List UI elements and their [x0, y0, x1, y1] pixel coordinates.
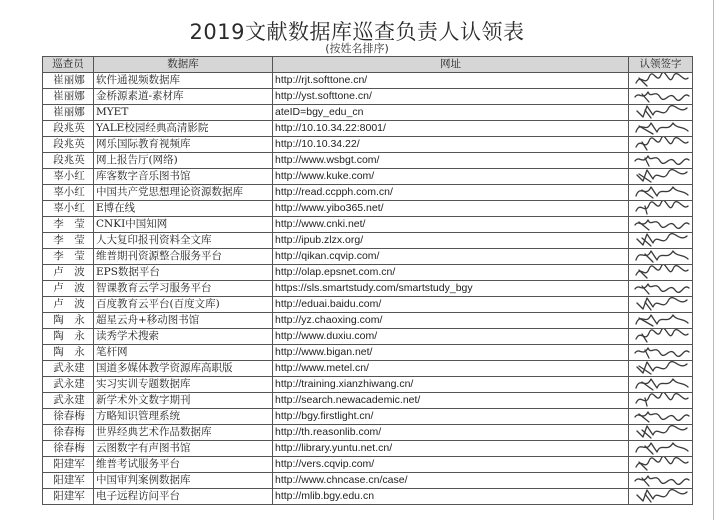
database-cell: 读秀学术搜索 [94, 329, 273, 345]
table-row [43, 89, 693, 105]
inspector-cell: 段兆英 [43, 153, 94, 169]
inspector-cell: 李 莹 [43, 217, 94, 233]
signature-cell [629, 201, 693, 217]
signature-stroke [637, 234, 687, 245]
signature-cell [629, 457, 693, 473]
database-cell: 新学术外文数字期刊 [94, 393, 273, 409]
signature-stroke [636, 137, 688, 148]
signature-stroke [639, 462, 647, 470]
table-row [43, 137, 693, 153]
database-cell: 方略知识管理系统 [94, 409, 273, 425]
url-cell: http://www.chncase.cn/case/ [273, 473, 629, 489]
url-cell: http://rjt.softtone.cn/ [273, 73, 629, 89]
signature-cell [629, 329, 693, 345]
inspector-cell: 段兆英 [43, 121, 94, 137]
signature-stroke [639, 270, 647, 278]
handwritten-signature [633, 89, 691, 105]
signature-stroke [635, 220, 689, 228]
handwritten-signature [633, 473, 691, 489]
document-subtitle: (按姓名排序) [325, 42, 389, 55]
handwritten-signature [633, 201, 691, 217]
table-row [43, 105, 693, 121]
database-cell: 中国审判案例数据库 [94, 473, 273, 489]
signature-cell [629, 393, 693, 409]
database-cell: 网乐国际教育视频库 [94, 137, 273, 153]
url-cell: http://10.10.34.22/ [273, 137, 629, 153]
database-cell: 软件通视频数据库 [94, 73, 273, 89]
table-row [43, 153, 693, 169]
signature-stroke [639, 366, 651, 374]
inspector-cell: 徐春梅 [43, 409, 94, 425]
url-cell: http://library.yuntu.net.cn/ [273, 441, 629, 457]
signature-stroke [639, 318, 653, 326]
handwritten-signature [633, 297, 691, 313]
inspector-cell: 阳建军 [43, 473, 94, 489]
signature-cell [629, 313, 693, 329]
database-cell: 电子远程访问平台 [94, 489, 273, 505]
signature-cell [629, 377, 693, 393]
url-cell: http://olap.epsnet.com.cn/ [273, 265, 629, 281]
table-row [43, 281, 693, 297]
signature-cell [629, 409, 693, 425]
database-cell: E博在线 [94, 201, 273, 217]
inspector-cell: 崔丽娜 [43, 89, 94, 105]
header-signature: 认领签字 [629, 57, 693, 73]
signature-stroke [636, 443, 688, 452]
inspector-cell: 武永建 [43, 377, 94, 393]
signature-stroke [639, 126, 653, 134]
signature-stroke [642, 478, 649, 486]
table-row [43, 297, 693, 313]
database-cell: 维普考试服务平台 [94, 457, 273, 473]
handwritten-signature [633, 457, 691, 473]
signature-cell [629, 185, 693, 201]
signature-stroke [636, 201, 688, 212]
signature-cell [629, 233, 693, 249]
signature-stroke [645, 446, 653, 454]
table-row [43, 233, 693, 249]
signature-stroke [636, 123, 688, 132]
signature-stroke [642, 382, 653, 390]
signature-stroke [645, 158, 649, 166]
signature-stroke [636, 457, 688, 468]
inspector-cell: 卢 波 [43, 265, 94, 281]
inspector-cell: 李 莹 [43, 233, 94, 249]
handwritten-signature [633, 393, 691, 409]
signature-cell [629, 281, 693, 297]
url-cell: http://yz.chaoxing.com/ [273, 313, 629, 329]
inspector-cell: 辜小红 [43, 201, 94, 217]
signature-stroke [636, 379, 688, 388]
signature-cell [629, 137, 693, 153]
database-cell: 智课教育云学习服务平台 [94, 281, 273, 297]
handwritten-signature [633, 105, 691, 121]
handwritten-signature [633, 137, 691, 153]
signature-stroke [639, 414, 649, 422]
url-cell: http://www.yibo365.net/ [273, 201, 629, 217]
database-cell: 超星云舟+移动图书馆 [94, 313, 273, 329]
handwritten-signature [633, 361, 691, 377]
signature-stroke [637, 298, 687, 309]
handwritten-signature [633, 409, 691, 425]
signature-stroke [635, 156, 689, 164]
inspection-table [42, 56, 693, 505]
signature-cell [629, 73, 693, 89]
header-inspector: 巡查员 [43, 57, 94, 73]
signature-stroke [639, 78, 647, 86]
inspector-cell: 崔丽娜 [43, 105, 94, 121]
database-cell: 国道多媒体教学资源库高职版 [94, 361, 273, 377]
database-cell: 云图数字有声图书馆 [94, 441, 273, 457]
signature-stroke [636, 187, 688, 196]
signature-stroke [639, 174, 651, 182]
signature-cell [629, 345, 693, 361]
table-row [43, 217, 693, 233]
database-cell: 笔杆网 [94, 345, 273, 361]
table-body [43, 73, 693, 505]
table-row [43, 329, 693, 345]
inspector-cell: 徐春梅 [43, 441, 94, 457]
database-cell: 实习实训专题数据库 [94, 377, 273, 393]
url-cell: http://www.metel.cn/ [273, 361, 629, 377]
url-cell: http://ipub.zlzx.org/ [273, 233, 629, 249]
table-row [43, 489, 693, 505]
signature-stroke [636, 393, 688, 404]
table-row [43, 393, 693, 409]
table-row [43, 441, 693, 457]
inspector-cell: 阳建军 [43, 457, 94, 473]
handwritten-signature [633, 217, 691, 233]
inspector-cell: 徐春梅 [43, 425, 94, 441]
signature-cell [629, 169, 693, 185]
signature-cell [629, 297, 693, 313]
signature-stroke [642, 190, 653, 198]
signature-stroke [637, 106, 687, 117]
url-cell: http://yst.softtone.cn/ [273, 89, 629, 105]
handwritten-signature [633, 249, 691, 265]
url-cell: http://www.bigan.net/ [273, 345, 629, 361]
signature-stroke [645, 110, 651, 118]
url-cell: http://www.kuke.com/ [273, 169, 629, 185]
inspector-cell: 武永建 [43, 393, 94, 409]
url-cell: http://bgy.firstlight.cn/ [273, 409, 629, 425]
inspector-cell: 辜小红 [43, 185, 94, 201]
handwritten-signature [633, 73, 691, 89]
signature-stroke [645, 254, 653, 262]
signature-stroke [635, 348, 689, 356]
signature-stroke [635, 476, 689, 484]
table-row [43, 457, 693, 473]
url-cell: https://sls.smartstudy.com/smartstudy_bgy [273, 281, 629, 297]
url-cell: http://training.xianzhiwang.cn/ [273, 377, 629, 393]
table-row [43, 185, 693, 201]
signature-stroke [636, 265, 688, 276]
inspector-cell: 阳建军 [43, 489, 94, 505]
table-row [43, 313, 693, 329]
url-cell: http://vers.cqvip.com/ [273, 457, 629, 473]
url-cell: http://www.duxiu.com/ [273, 329, 629, 345]
database-cell: 库客数字音乐图书馆 [94, 169, 273, 185]
table-row [43, 377, 693, 393]
table-row [43, 169, 693, 185]
signature-cell [629, 361, 693, 377]
signature-stroke [636, 73, 688, 84]
signature-cell [629, 425, 693, 441]
handwritten-signature [633, 233, 691, 249]
signature-stroke [645, 302, 651, 310]
handwritten-signature [633, 313, 691, 329]
handwritten-signature [633, 489, 691, 505]
handwritten-signature [633, 121, 691, 137]
signature-stroke [642, 238, 651, 246]
handwritten-signature [633, 377, 691, 393]
signature-stroke [645, 398, 647, 406]
table-row [43, 361, 693, 377]
signature-stroke [637, 490, 687, 501]
handwritten-signature [633, 169, 691, 185]
table-row [43, 73, 693, 89]
url-cell: http://www.wsbgt.com/ [273, 153, 629, 169]
url-cell: http://search.newacademic.net/ [273, 393, 629, 409]
database-cell: 人大复印报刊资料全文库 [94, 233, 273, 249]
database-cell: EPS数据平台 [94, 265, 273, 281]
signature-cell [629, 121, 693, 137]
inspector-cell: 卢 波 [43, 297, 94, 313]
signature-cell [629, 217, 693, 233]
database-cell: 中国共产党思想理论资源数据库 [94, 185, 273, 201]
inspector-cell: 崔丽娜 [43, 73, 94, 89]
signature-cell [629, 89, 693, 105]
database-cell: 维普期刊资源整合服务平台 [94, 249, 273, 265]
signature-stroke [639, 222, 649, 230]
signature-stroke [635, 284, 689, 292]
signature-stroke [637, 170, 687, 181]
database-cell: MYET [94, 105, 273, 121]
signature-stroke [642, 286, 649, 294]
url-cell: http://www.cnki.net/ [273, 217, 629, 233]
inspector-cell: 卢 波 [43, 281, 94, 297]
signature-stroke [642, 142, 647, 150]
handwritten-signature [633, 265, 691, 281]
database-cell: 网上报告厅(网络) [94, 153, 273, 169]
database-cell: 金桥源素道-素材库 [94, 89, 273, 105]
signature-stroke [645, 494, 651, 502]
database-cell: CNKI中国知网 [94, 217, 273, 233]
handwritten-signature [633, 425, 691, 441]
inspector-cell: 武永建 [43, 361, 94, 377]
inspector-cell: 陶 永 [43, 313, 94, 329]
signature-cell [629, 265, 693, 281]
signature-stroke [635, 412, 689, 420]
signature-stroke [645, 206, 647, 214]
handwritten-signature [633, 345, 691, 361]
url-cell: http://mlib.bgy.edu.cn [273, 489, 629, 505]
signature-stroke [642, 334, 647, 342]
document-title: 2019文献数据库巡查负责人认领表 [189, 20, 525, 44]
inspector-cell: 李 莹 [43, 249, 94, 265]
signature-cell [629, 249, 693, 265]
url-cell: http://read.ccpph.com.cn/ [273, 185, 629, 201]
table-row [43, 409, 693, 425]
table-row [43, 265, 693, 281]
database-cell: YALE校园经典高清影院 [94, 121, 273, 137]
inspector-cell: 段兆英 [43, 137, 94, 153]
signature-stroke [636, 329, 688, 340]
handwritten-signature [633, 185, 691, 201]
url-cell: http://qikan.cqvip.com/ [273, 249, 629, 265]
inspector-cell: 辜小红 [43, 169, 94, 185]
signature-stroke [637, 362, 687, 373]
signature-stroke [637, 426, 687, 437]
signature-stroke [635, 92, 689, 100]
signature-cell [629, 441, 693, 457]
signature-cell [629, 489, 693, 505]
url-cell: ateID=bgy_edu_cn [273, 105, 629, 121]
signature-cell [629, 153, 693, 169]
header-database: 数据库 [94, 57, 273, 73]
table-row [43, 201, 693, 217]
inspector-cell: 陶 永 [43, 329, 94, 345]
signature-cell [629, 105, 693, 121]
handwritten-signature [633, 153, 691, 169]
signature-stroke [642, 94, 649, 102]
url-cell: http://th.reasonlib.com/ [273, 425, 629, 441]
table-row [43, 425, 693, 441]
signature-stroke [636, 315, 688, 324]
handwritten-signature [633, 281, 691, 297]
table-row [43, 249, 693, 265]
handwritten-signature [633, 441, 691, 457]
header-url: 网址 [273, 57, 629, 73]
signature-cell [629, 473, 693, 489]
table-row [43, 473, 693, 489]
signature-stroke [642, 430, 651, 438]
database-cell: 世界经典艺术作品数据库 [94, 425, 273, 441]
signature-stroke [636, 251, 688, 260]
inspector-cell: 陶 永 [43, 345, 94, 361]
database-cell: 百度教育云平台(百度文库) [94, 297, 273, 313]
signature-stroke [645, 350, 649, 358]
url-cell: http://10.10.34.22:8001/ [273, 121, 629, 137]
url-cell: http://eduai.baidu.com/ [273, 297, 629, 313]
table-row [43, 345, 693, 361]
handwritten-signature [633, 329, 691, 345]
table-header-row [43, 57, 693, 73]
table-row [43, 121, 693, 137]
